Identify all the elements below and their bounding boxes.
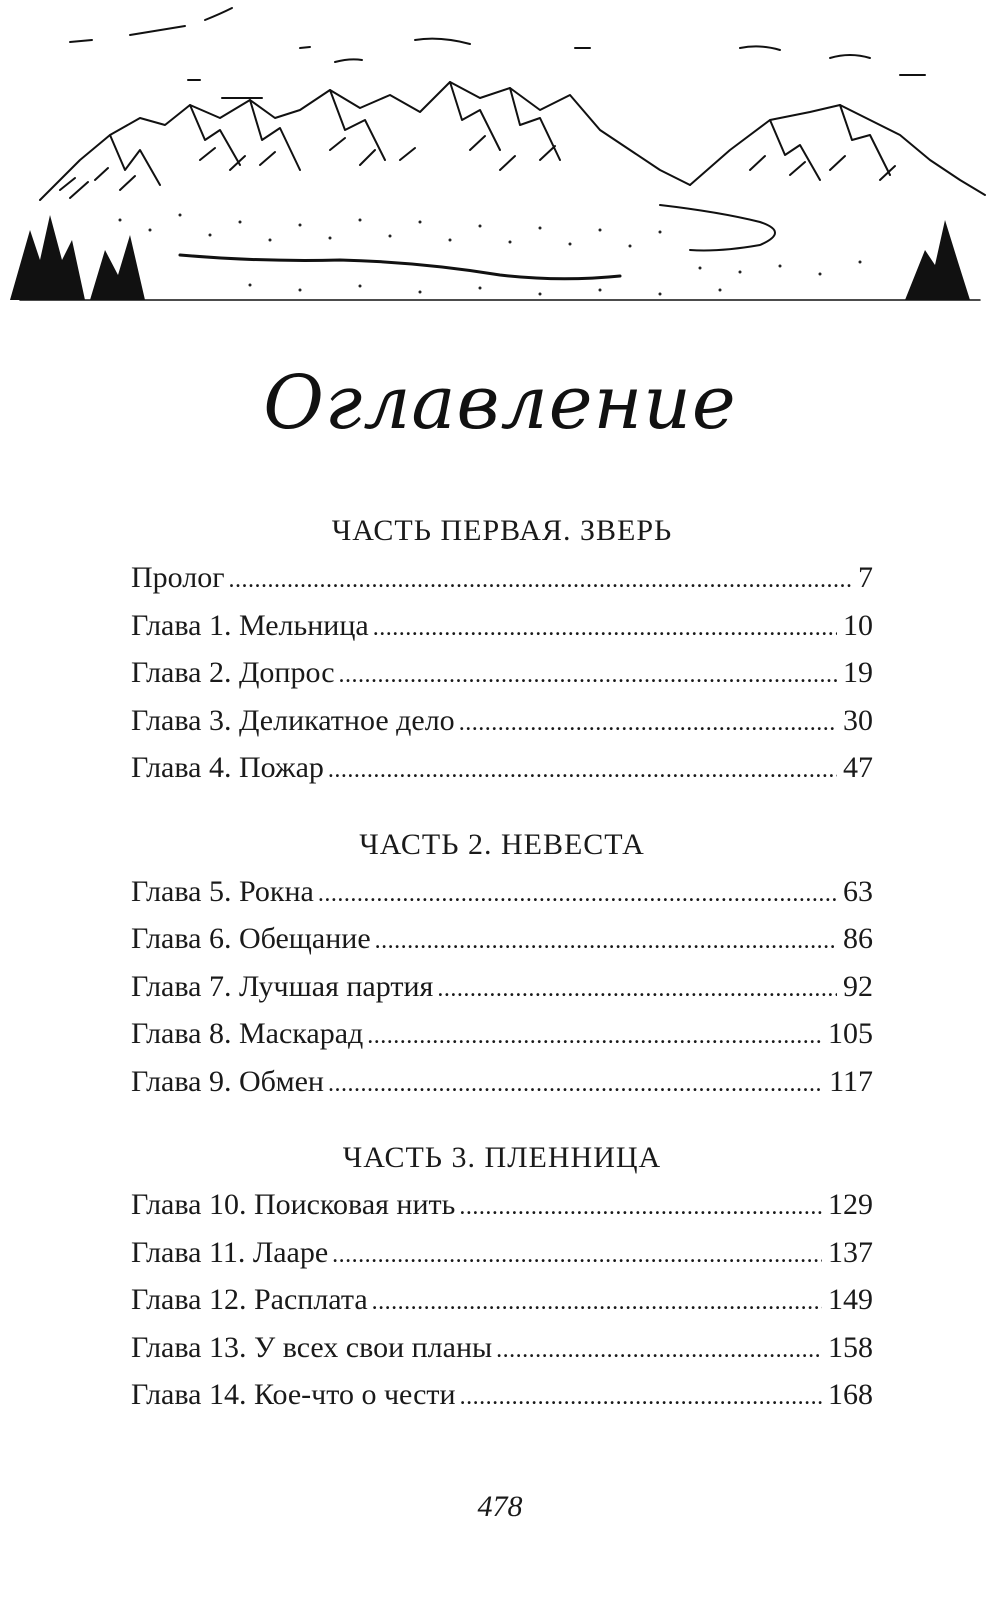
- leader-dots: [375, 918, 837, 966]
- entry-page: 92: [843, 969, 873, 1003]
- leader-dots: [437, 966, 837, 1014]
- entry-page: 168: [828, 1378, 873, 1411]
- leader-dots: [496, 1327, 822, 1375]
- toc-entry[interactable]: [131, 1058, 873, 1106]
- toc-entry[interactable]: [131, 1010, 873, 1058]
- entry-page: 86: [843, 922, 873, 955]
- leader-dots: [459, 700, 837, 748]
- toc-entry[interactable]: [131, 868, 873, 916]
- part-heading: ЧАСТЬ 2. НЕВЕСТА: [359, 827, 645, 861]
- entry-page: 19: [843, 656, 873, 689]
- leader-dots: [229, 557, 852, 605]
- toc-entry[interactable]: [131, 649, 873, 697]
- entry-label: Глава 8. Маскарад: [131, 1017, 364, 1050]
- leader-dots: [460, 1374, 822, 1422]
- toc-entry[interactable]: [131, 1324, 873, 1372]
- toc-entry[interactable]: [131, 744, 873, 792]
- leader-dots: [332, 1232, 822, 1280]
- toc-entry[interactable]: [131, 554, 873, 602]
- entry-label: Глава 7. Лучшая партия: [131, 969, 434, 1003]
- entry-label: Пролог: [131, 561, 225, 594]
- leader-dots: [373, 605, 837, 653]
- toc-entry[interactable]: [131, 915, 873, 963]
- toc-part-2: [131, 822, 873, 1106]
- toc-entry[interactable]: [131, 1229, 873, 1277]
- entry-label: Глава 1. Мельница: [131, 608, 369, 642]
- toc-entry[interactable]: [131, 1371, 873, 1419]
- leader-dots: [459, 1184, 822, 1232]
- entry-label: Глава 3. Деликатное дело: [131, 703, 455, 737]
- entry-page: 105: [828, 1017, 873, 1050]
- entry-page: 30: [843, 703, 873, 737]
- leader-dots: [367, 1013, 822, 1061]
- page-title: Оглавление: [263, 360, 737, 446]
- entry-page: 63: [843, 874, 873, 908]
- leader-dots: [328, 747, 837, 795]
- leader-dots: [318, 871, 837, 919]
- entry-label: Глава 13. У всех свои планы: [131, 1330, 493, 1364]
- leader-dots: [328, 1061, 823, 1109]
- entry-page: 10: [843, 608, 873, 642]
- entry-label: Глава 12. Расплата: [131, 1283, 368, 1316]
- entry-page: 158: [828, 1330, 873, 1364]
- leader-dots: [372, 1279, 822, 1327]
- part-heading: ЧАСТЬ ПЕРВАЯ. ЗВЕРЬ: [331, 514, 673, 547]
- mountain-landscape-illustration: [0, 0, 1000, 310]
- toc-entry[interactable]: [131, 1276, 873, 1324]
- toc-entry[interactable]: [131, 963, 873, 1011]
- entry-label: Глава 2. Допрос: [131, 656, 335, 689]
- toc-entry[interactable]: [131, 1181, 873, 1229]
- entry-label: Глава 4. Пожар: [131, 751, 324, 784]
- entry-label: Глава 9. Обмен: [131, 1064, 324, 1098]
- table-of-contents: [131, 508, 873, 1419]
- page-number: 478: [477, 1490, 523, 1523]
- toc-part-1: [131, 508, 873, 792]
- toc-entry[interactable]: [131, 697, 873, 745]
- entry-page: 7: [858, 561, 873, 594]
- entry-page: 129: [828, 1188, 873, 1221]
- mountain-landscape-icon: [0, 0, 1000, 310]
- entry-page: 117: [829, 1064, 873, 1098]
- entry-label: Глава 10. Поисковая нить: [131, 1188, 456, 1221]
- toc-entry[interactable]: [131, 602, 873, 650]
- entry-label: Глава 6. Обещание: [131, 922, 371, 955]
- entry-label: Глава 14. Кое-что о чести: [131, 1378, 456, 1411]
- entry-page: 47: [843, 751, 873, 784]
- entry-page: 137: [828, 1235, 873, 1269]
- part-heading: ЧАСТЬ 3. ПЛЕННИЦА: [342, 1141, 662, 1174]
- entry-label: Глава 11. Лааре: [131, 1235, 329, 1269]
- entry-label: Глава 5. Рокна: [131, 874, 314, 908]
- toc-part-3: [131, 1135, 873, 1419]
- entry-page: 149: [828, 1283, 873, 1316]
- leader-dots: [339, 652, 837, 700]
